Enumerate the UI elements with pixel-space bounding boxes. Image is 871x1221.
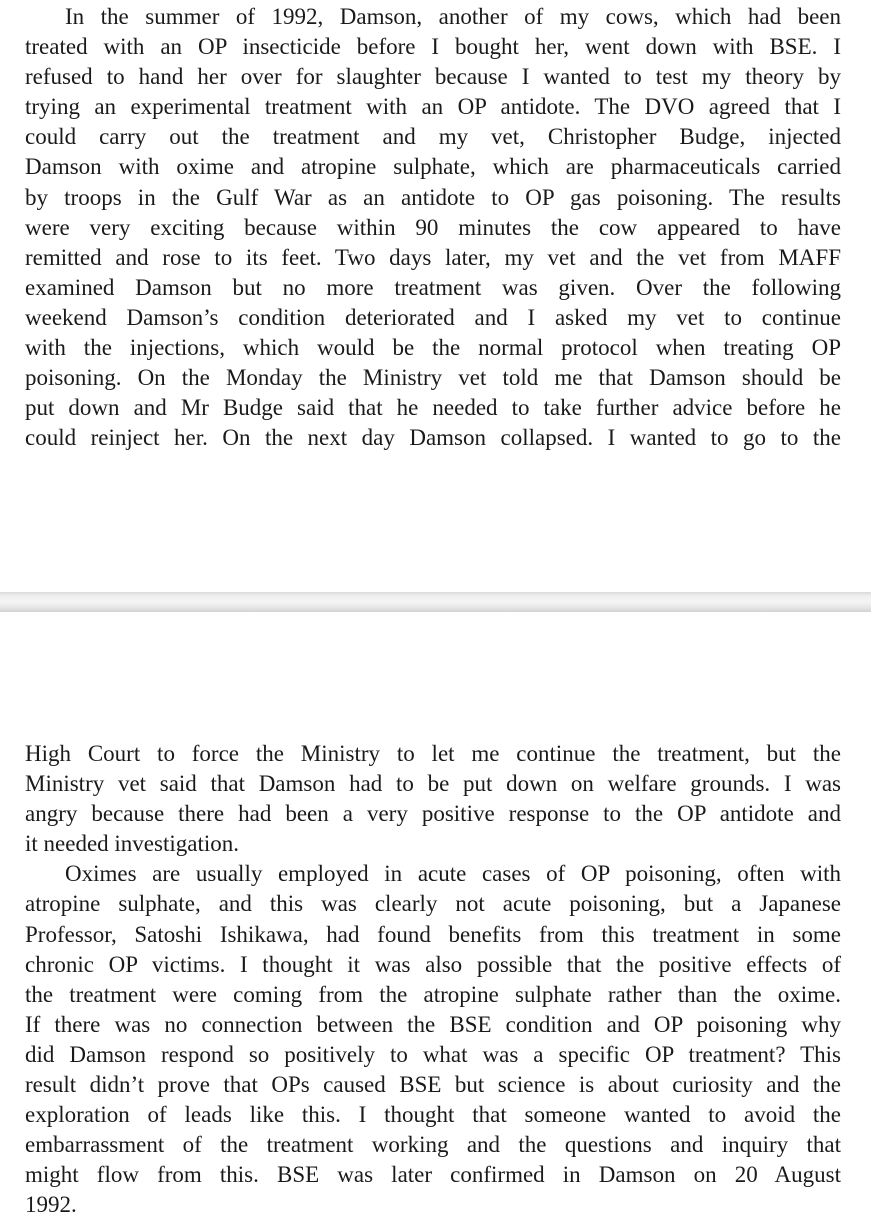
text-line: with the injections, which would be the normal protocol when treating OP	[25, 335, 841, 361]
page-separator	[0, 592, 871, 612]
text-line: refused to hand her over for slaughter because I wanted to test my theory by	[25, 64, 841, 90]
text-line: might flow from this. BSE was later confirmed in Damson on 20 August	[25, 1162, 841, 1188]
text-line: Damson with oxime and atropine sulphate, which are pharmaceuticals carried	[25, 154, 841, 180]
text-line: could reinject her. On the next day Damson collapsed. I wanted to go to the	[25, 425, 841, 451]
text-line: Oximes are usually employed in acute cases of OP poisoning, often with	[65, 861, 841, 887]
text-line: treated with an OP insecticide before I bought her, went down with BSE. I	[25, 34, 841, 60]
text-line: atropine sulphate, and this was clearly not acute poisoning, but a Japanese	[25, 891, 841, 917]
text-line: exploration of leads like this. I thought that someone wanted to avoid the	[25, 1102, 841, 1128]
text-line: trying an experimental treatment with an OP antidote. The DVO agreed that I	[25, 94, 841, 120]
text-line: chronic OP victims. I thought it was also possible that the positive effects of	[25, 951, 841, 977]
text-line: angry because there had been a very positive response to the OP antidote and	[25, 801, 841, 827]
text-line: Ministry vet said that Damson had to be put down on welfare grounds. I was	[25, 771, 841, 797]
text-line: weekend Damson’s condition deteriorated and I asked my vet to continue	[25, 304, 841, 330]
text-line: were very exciting because within 90 minutes the cow appeared to have	[25, 214, 841, 240]
text-line: by troops in the Gulf War as an antidote to OP gas poisoning. The results	[25, 184, 841, 210]
text-line: could carry out the treatment and my vet, Christopher Budge, injected	[25, 124, 841, 150]
text-line: result didn’t prove that OPs caused BSE but science is about curiosity and the	[25, 1072, 841, 1098]
text-line: poisoning. On the Monday the Ministry vet told me that Damson should be	[25, 365, 841, 391]
text-line: embarrassment of the treatment working and the questions and inquiry that	[25, 1132, 841, 1158]
text-line: remitted and rose to its feet. Two days later, my vet and the vet from MAFF	[25, 244, 841, 270]
text-line: examined Damson but no more treatment was given. Over the following	[25, 274, 841, 300]
text-line: put down and Mr Budge said that he needed to take further advice before he	[25, 395, 841, 421]
paragraph-top	[25, 2, 841, 453]
text-line: If there was no connection between the BSE condition and OP poisoning why	[25, 1011, 841, 1037]
document-page-bottom	[0, 612, 871, 1217]
text-line: did Damson respond so positively to what was a specific OP treatment? This	[25, 1041, 841, 1067]
text-line: High Court to force the Ministry to let me continue the treatment, but the	[25, 741, 841, 766]
document-page-top	[0, 0, 871, 592]
paragraph-bottom	[25, 739, 841, 1221]
text-line: 1992.	[25, 1192, 77, 1218]
text-line: it needed investigation.	[25, 831, 239, 857]
text-line: the treatment were coming from the atropine sulphate rather than the oxime.	[25, 981, 841, 1007]
text-line: Professor, Satoshi Ishikawa, had found benefits from this treatment in some	[25, 921, 841, 947]
text-line: In the summer of 1992, Damson, another of my cows, which had been	[65, 4, 841, 29]
